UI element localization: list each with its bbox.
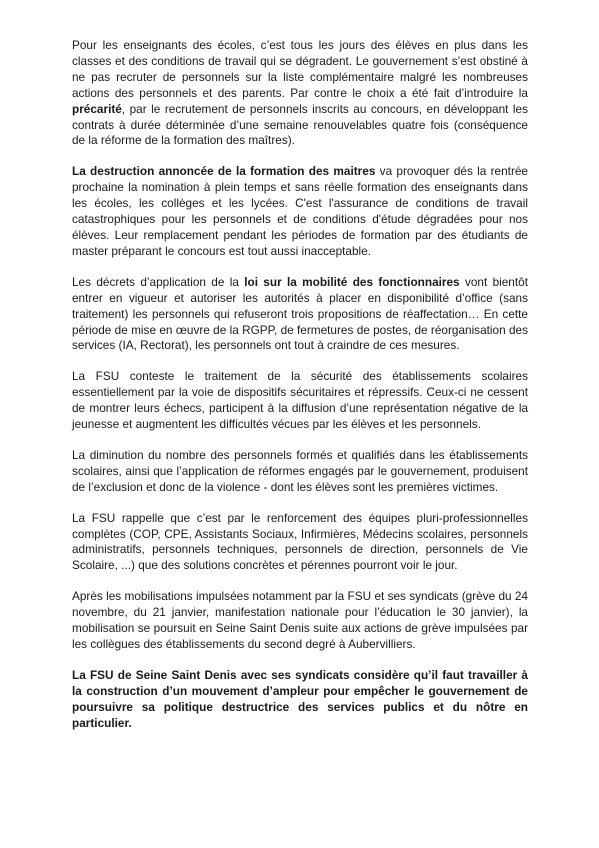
text-segment: va provoquer dés la rentrée prochaine la nomination à plein temps et sans réelle formation des enseignants dans les écoles, les collèges et les lycées. C'est l'assurance de conditions de travail catastrophiques pour les personnels et de conditions d'étude dégradées pour nos élèves. Leur remplacement pendant les périodes de formation par des étudiants de master préparant le concours est tout aussi inacceptable. bbox=[72, 164, 528, 258]
paragraph-staff-reduction bbox=[72, 448, 528, 496]
paragraph-mobility-law bbox=[72, 275, 528, 355]
paragraph-mobilisations bbox=[72, 589, 528, 653]
text-segment-bold: La FSU de Seine Saint Denis avec ses syndicats considère qu’il faut travailler à la construction d’un mouvement d’ampleur pour empêcher le gouvernement de poursuivre sa politique destructrice des services publics et du nôtre en particulier. bbox=[72, 667, 528, 730]
paragraph-teacher-training bbox=[72, 164, 528, 259]
text-segment-bold: précarité bbox=[72, 101, 122, 116]
paragraph-multidisciplinary-teams bbox=[72, 511, 528, 575]
text-segment: Après les mobilisations impulsées notamment par la FSU et ses syndicats (grève du 24 novembre, du 21 janvier, manifestation nationale pour l’éducation le 30 janvier), la mobilisation se poursuit en Seine Saint Denis suite aux actions de grève impulsées par les collègues des établissements du second degré à Aubervilliers. bbox=[72, 589, 528, 651]
paragraph-teachers-conditions bbox=[72, 38, 528, 149]
text-segment: La diminution du nombre des personnels formés et qualifiés dans les établissements scolaires, ainsi que l’application de réformes engagés par le gouvernement, produisent de l’exclusion et donc de la violence - dont les élèves sont les premières victimes. bbox=[72, 447, 528, 494]
document-page bbox=[72, 38, 528, 747]
text-segment: vont bientôt entrer en vigueur et autoriser les autorités à placer en disponibilité d’office (sans traitement) les personnels qui refuseront trois propositions de réaffectation… En cette période de mise en œuvre de la RGPP, de fermetures de postes, de réorganisation des services (IA, Rectorat), les personnels ont tout à craindre de ces mesures. bbox=[72, 274, 528, 353]
text-segment: , par le recrutement de personnels inscrits au concours, en développant les contrats à durée déterminée d’une semaine renouvelables quatre fois (conséquence de la réforme de la formation des maîtres). bbox=[72, 101, 528, 148]
paragraph-school-security bbox=[72, 369, 528, 433]
text-segment: La FSU rappelle que c’est par le renforcement des équipes pluri-professionnelles complètes (COP, CPE, Assistants Sociaux, Infirmières, Médecins scolaires, personnels administratifs, personnels techniques, personnels de direction, personnels de Vie Scolaire, ...) que des solutions concrètes et pérennes pourront voir le jour. bbox=[72, 510, 528, 573]
text-segment: Les décrets d’application de la bbox=[72, 274, 245, 289]
text-segment-bold: loi sur la mobilité des fonctionnaires bbox=[244, 274, 460, 289]
paragraph-conclusion bbox=[72, 668, 528, 732]
text-segment: Pour les enseignants des écoles, c’est tous les jours des élèves en plus dans les classes et des conditions de travail qui se dégradent. Le gouvernement s’est obstiné à ne pas recruter de personnels sur la liste complémentaire malgré les nombreuses actions des personnels et des parents. Par contre le choix a été fait d’introduire la bbox=[72, 38, 528, 100]
text-segment-bold: La destruction annoncée de la formation des maitres bbox=[72, 164, 376, 179]
text-segment: La FSU conteste le traitement de la sécurité des établissements scolaires essentiellement par la voie de dispositifs sécuritaires et répressifs. Ceux-ci ne cessent de montrer leurs échecs, participent à la diffusion d’une représentation négative de la jeunesse et augmentent les difficultés vécues par les élèves et les personnels. bbox=[72, 369, 528, 432]
